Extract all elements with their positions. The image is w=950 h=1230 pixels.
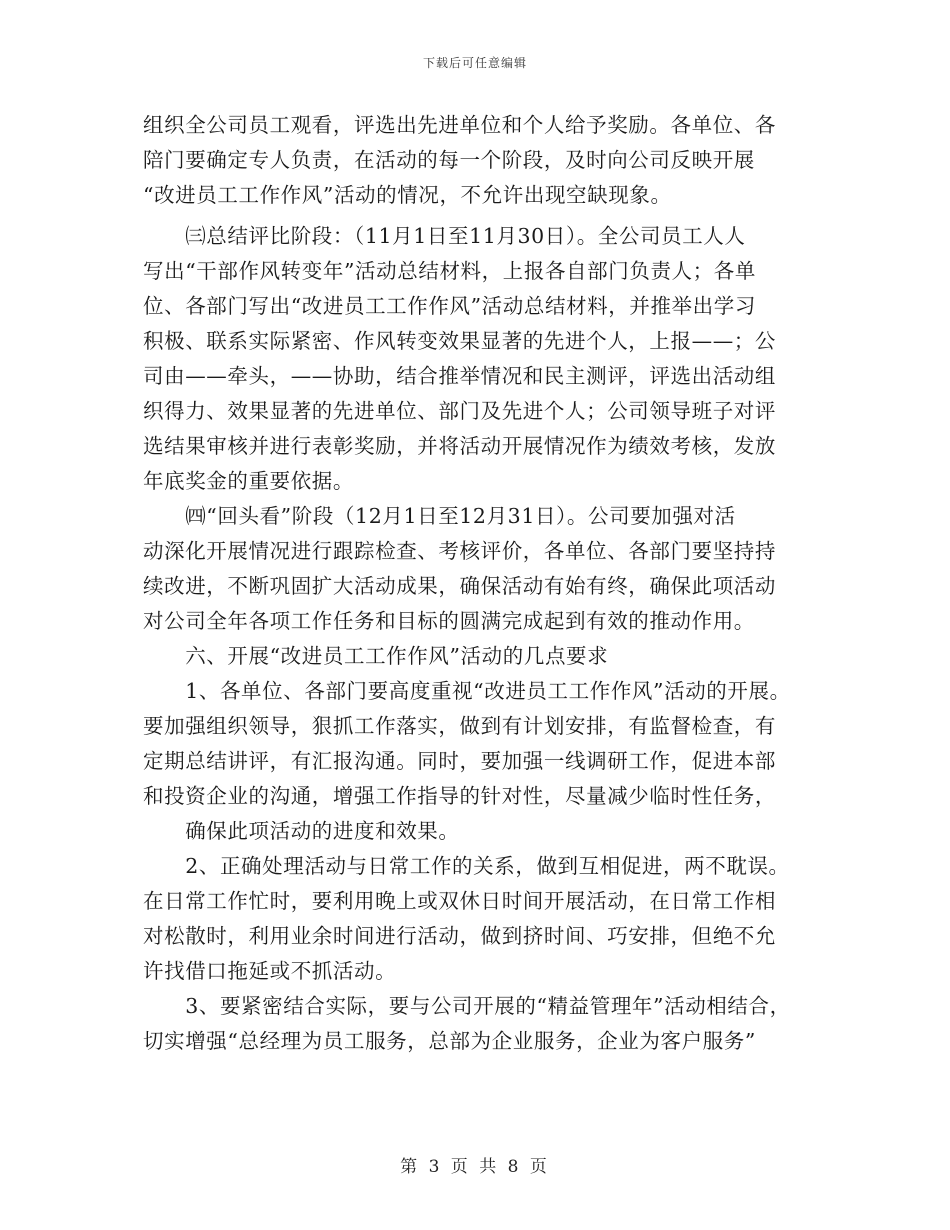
text-line: 许找借口拖延或不抓活动。 xyxy=(143,959,397,983)
text-line: 动深化开展情况进行跟踪检查、考核评价，各单位、各部门要坚持持 xyxy=(143,539,776,563)
text-line: “改进员工工作作风”活动的情况，不允许出现空缺现象。 xyxy=(143,183,672,207)
text-line: 在日常工作忙时，要利用晚上或双休日时间开展活动，在日常工作相 xyxy=(143,889,776,913)
text-line: 陪门要确定专人负责，在活动的每一个阶段，及时向公司反映开展 xyxy=(143,148,755,172)
text-line: 2、正确处理活动与日常工作的关系，做到互相促进，两不耽误。 xyxy=(143,854,790,878)
text-line: 1、各单位、各部门要高度重视“改进员工工作作风”活动的开展。 xyxy=(143,679,791,703)
text-line: ㈣“回头看”阶段（12月1日至12月31日）。公司要加强对活 xyxy=(143,504,736,528)
text-line: 确保此项活动的进度和效果。 xyxy=(143,819,460,843)
text-line: 对松散时，利用业余时间进行活动，做到挤时间、巧安排，但绝不允 xyxy=(143,924,776,948)
document-body xyxy=(143,108,823,1059)
text-line: 司由——牵头，——协助，结合推举情况和民主测评，评选出活动组 xyxy=(143,364,776,388)
text-line: 积极、联系实际紧密、作风转变效果显著的先进个人，上报——；公 xyxy=(143,329,776,353)
text-line: 写出“干部作风转变年”活动总结材料，上报各自部门负责人；各单 xyxy=(143,259,756,283)
text-line: 和投资企业的沟通，增强工作指导的针对性，尽量减少临时性任务， xyxy=(143,784,776,808)
text-line: 续改进，不断巩固扩大活动成果，确保活动有始有终，确保此项活动 xyxy=(143,574,776,598)
text-line: 要加强组织领导，狠抓工作落实，做到有计划安排，有监督检查，有 xyxy=(143,714,776,738)
text-line: 织得力、效果显著的先进单位、部门及先进个人；公司领导班子对评 xyxy=(143,399,776,423)
page-number: 第 3 页 共 8 页 xyxy=(400,1157,550,1177)
text-line: 选结果审核并进行表彰奖励，并将活动开展情况作为绩效考核，发放 xyxy=(143,434,776,458)
text-line: 定期总结讲评，有汇报沟通。同时，要加强一线调研工作，促进本部 xyxy=(143,749,776,773)
text-line: 对公司全年各项工作任务和目标的圆满完成起到有效的推动作用。 xyxy=(143,609,755,633)
text-line: 年底奖金的重要依据。 xyxy=(143,469,354,493)
text-line: 组织全公司员工观看，评选出先进单位和个人给予奖励。各单位、各 xyxy=(143,113,776,137)
page-header-note: 下载后可任意编辑 xyxy=(422,56,527,70)
text-line: 3、要紧密结合实际，要与公司开展的“精益管理年”活动相结合， xyxy=(143,994,791,1018)
text-line: 位、各部门写出“改进员工工作作风”活动总结材料，并推举出学习 xyxy=(143,294,756,318)
text-line: ㈢总结评比阶段：（11月1日至11月30日）。全公司员工人人 xyxy=(143,224,746,248)
text-line: 切实增强“总经理为员工服务，总部为企业服务，企业为客户服务” xyxy=(143,1029,756,1053)
section-heading: 六、开展“改进员工工作作风”活动的几点要求 xyxy=(143,644,609,668)
